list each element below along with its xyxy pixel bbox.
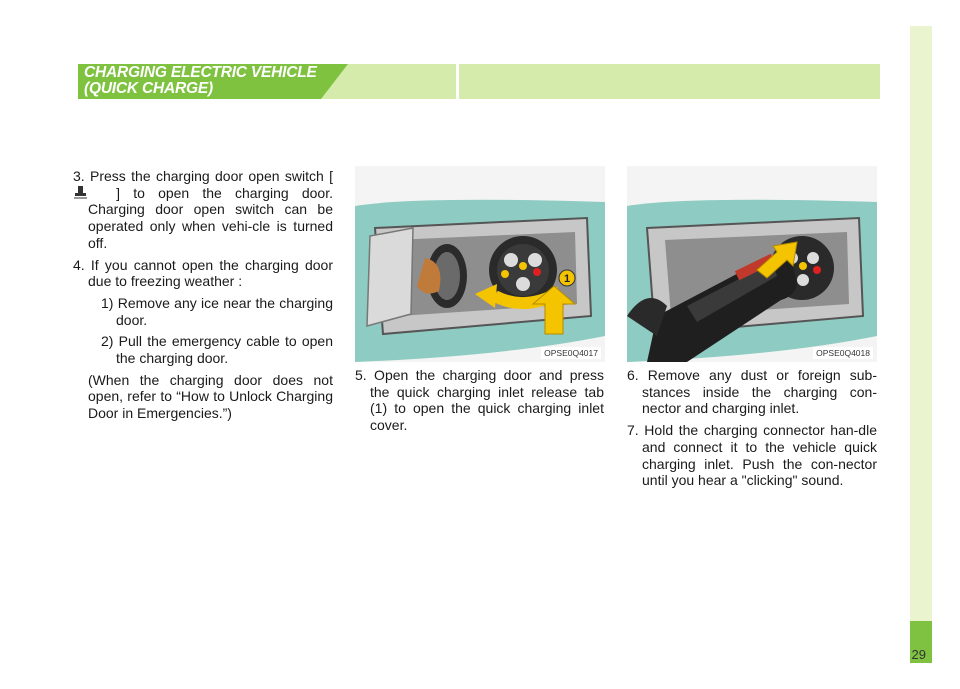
section-title-line2: (QUICK CHARGE) bbox=[84, 80, 213, 97]
side-bar bbox=[910, 26, 932, 621]
step-3-text-a: 3. Press the charging door open switch [ bbox=[73, 168, 333, 184]
step-4-sub-1: 1) Remove any ice near the charging door. bbox=[101, 294, 333, 328]
step-4-note: (When the charging door does not open, refer to “How to Unlock Charging Door in Emergencies.”) bbox=[88, 371, 333, 422]
instructions-column-2 bbox=[355, 367, 604, 439]
instructions-column-1 bbox=[73, 168, 333, 427]
figure-caption-2-text: OPSE0Q4018 bbox=[813, 347, 873, 359]
step-4-sub-2: 2) Pull the emergency cable to open the charging door. bbox=[101, 333, 333, 367]
figure-caption-1-text: OPSE0Q4017 bbox=[541, 347, 601, 359]
step-5: 5. Open the charging door and press the quick charging inlet release tab (1) to open the quick charging inlet cover. bbox=[355, 367, 604, 434]
figure-caption-1 bbox=[355, 346, 605, 361]
callout-1: 1 bbox=[563, 273, 571, 285]
figure-caption-2 bbox=[627, 346, 877, 361]
page-number: 29 bbox=[911, 647, 926, 662]
figure-open-inlet-cover bbox=[355, 166, 605, 362]
step-7: 7. Hold the charging connector han-dle and connect it to the vehicle quick charging inlet. Push the con-nector until you hear a "clicking" sound. bbox=[627, 422, 877, 489]
header-divider bbox=[456, 64, 459, 99]
instructions-column-3 bbox=[627, 367, 877, 494]
step-4: 4. If you cannot open the charging door due to freezing weather : bbox=[73, 256, 333, 290]
step-3 bbox=[73, 168, 333, 252]
section-title-line1: CHARGING ELECTRIC VEHICLE bbox=[84, 64, 317, 81]
figure-connect-connector bbox=[627, 166, 877, 362]
step-6: 6. Remove any dust or foreign sub-stances inside the charging con-nector and charging inlet. bbox=[627, 367, 877, 417]
section-title bbox=[84, 65, 334, 97]
charging-door-switch-icon bbox=[88, 186, 103, 200]
step-3-text-b: ] to open the charging door. Charging door open switch can be operated only when vehi-cle is turned off. bbox=[88, 184, 333, 251]
